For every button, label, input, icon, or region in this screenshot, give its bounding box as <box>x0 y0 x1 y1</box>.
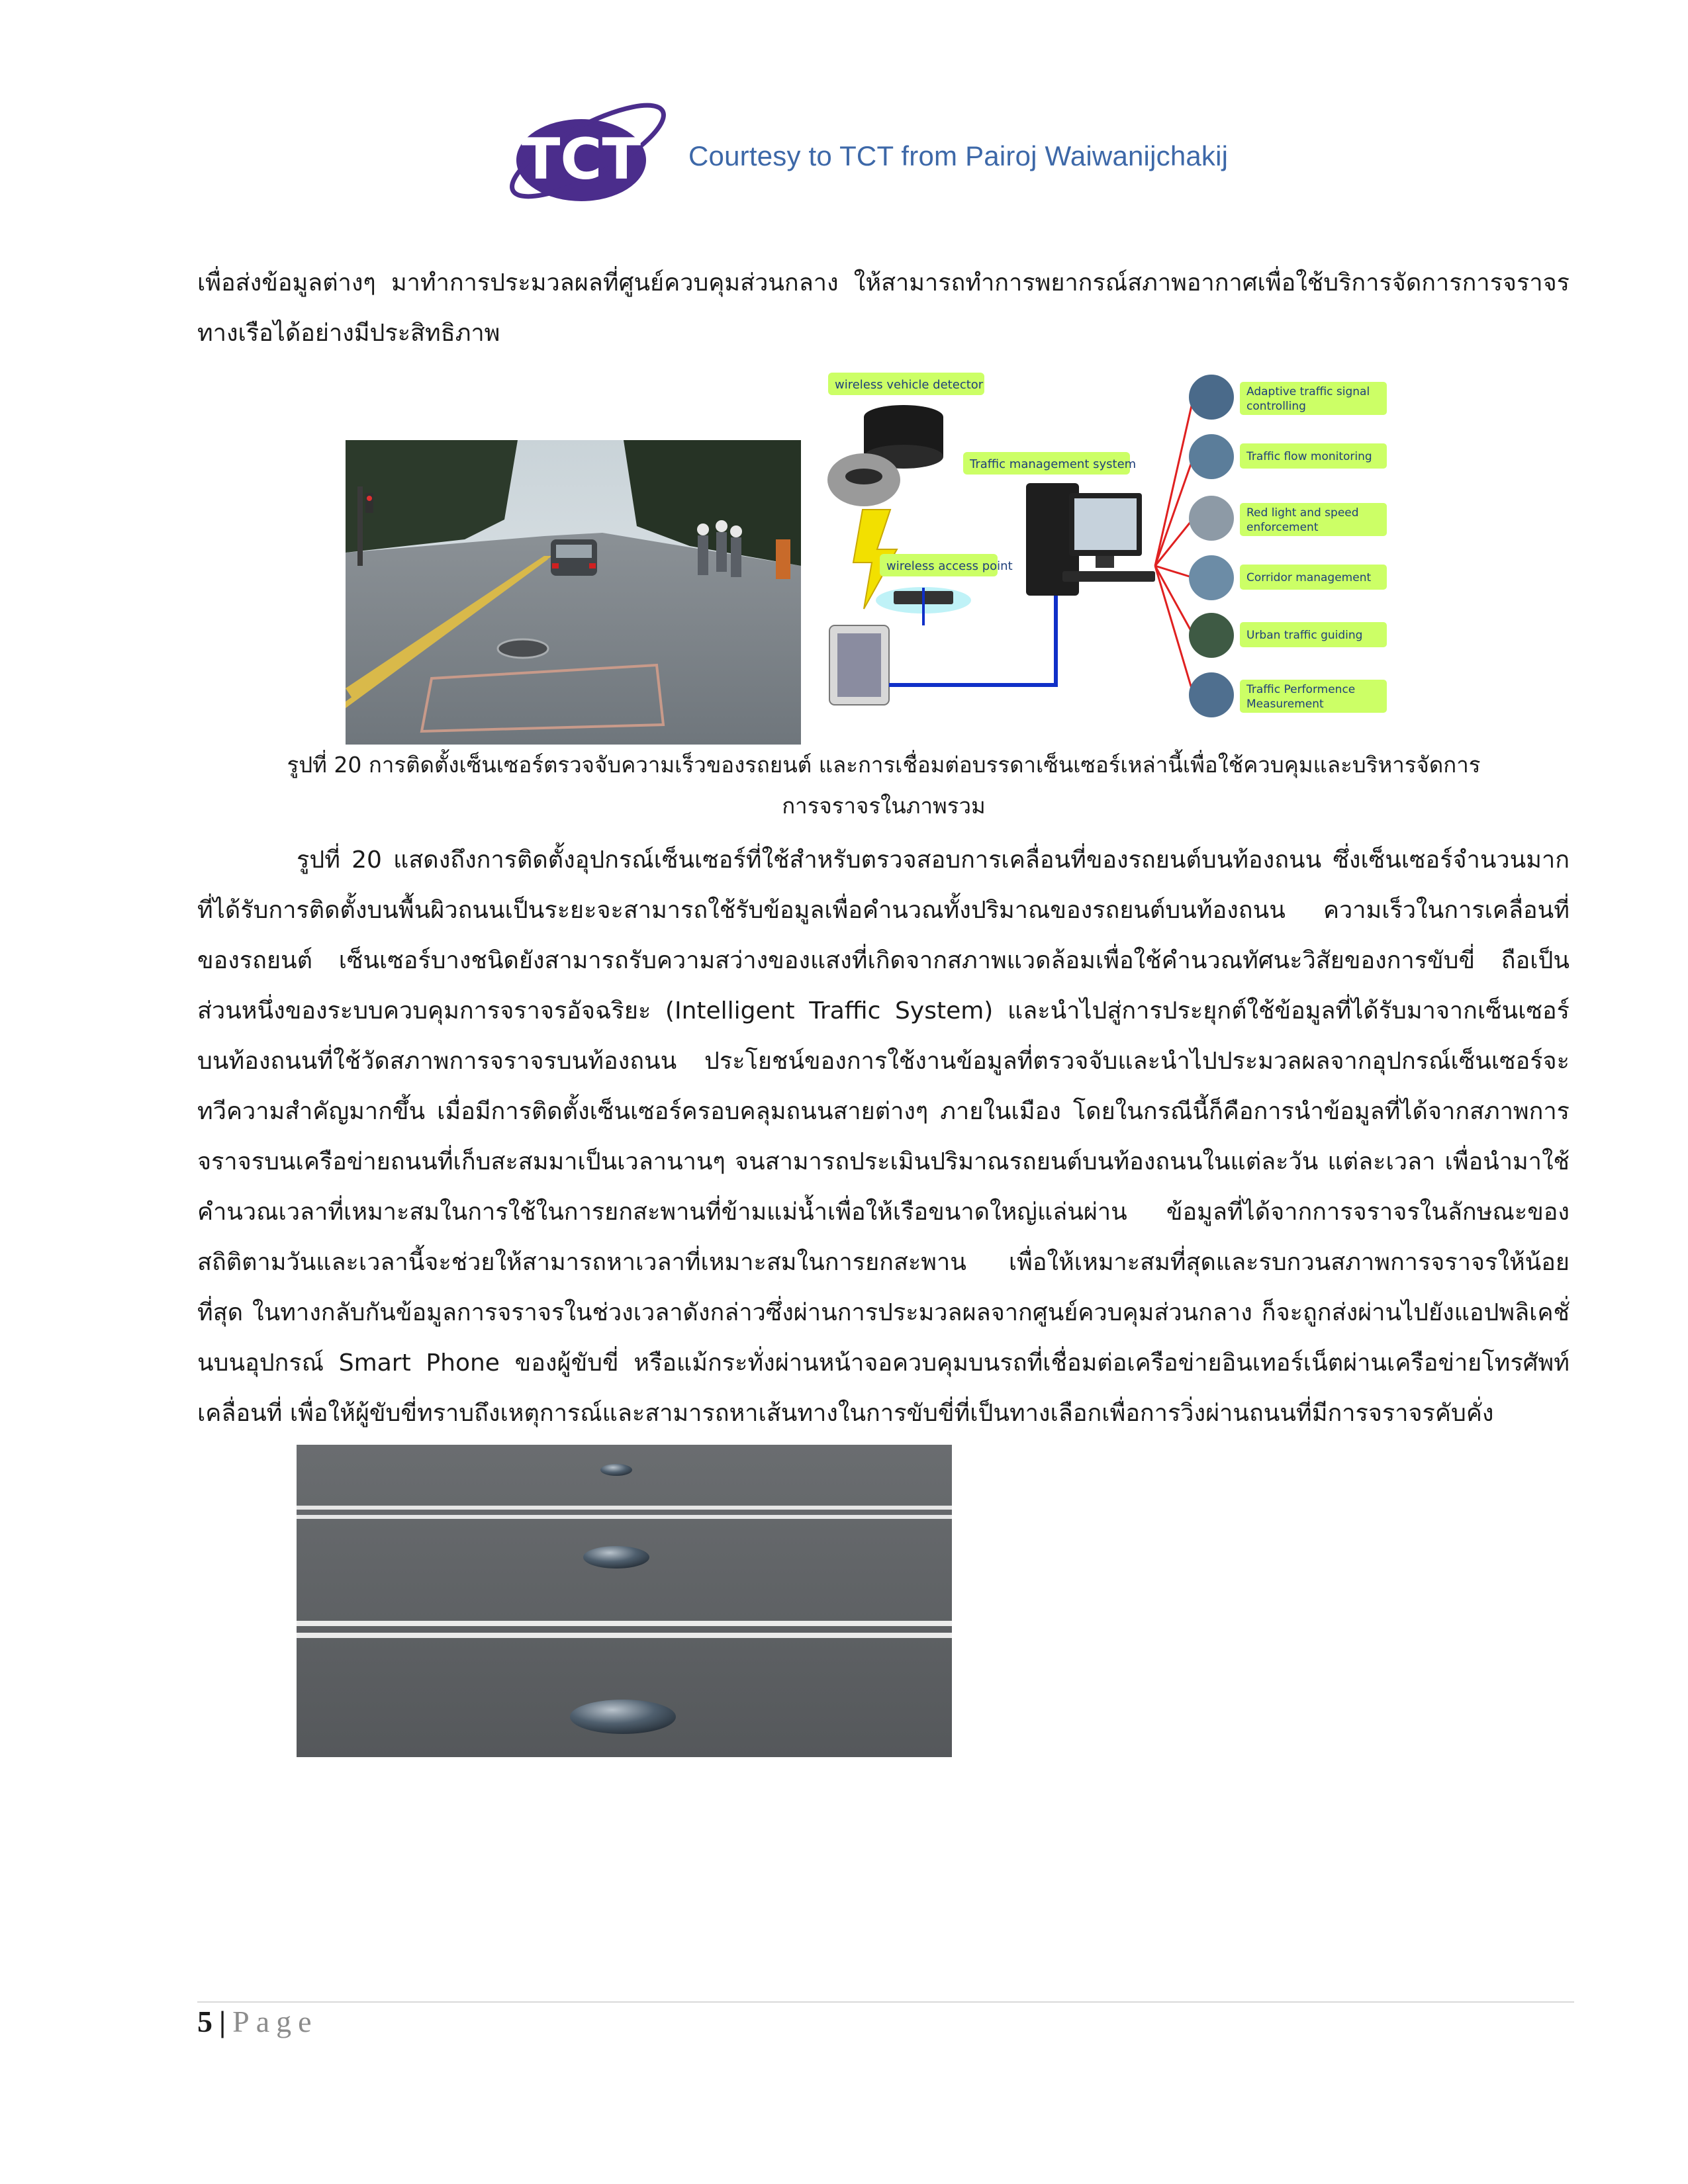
tct-logo <box>503 86 675 225</box>
app-row <box>1189 375 1387 420</box>
page-number: 5 <box>197 2005 212 2038</box>
traffic-management-diagram <box>824 367 1393 738</box>
vehicle-detector-icon <box>827 405 943 506</box>
paragraph-intro: เพื่อส่งข้อมูลต่างๆ มาทำการประมวลผลที่ศูนย์ควบคุมส่วนกลาง ให้สามารถทำการพยากรณ์สภาพอากาศเพื่อใช้บริการจัดการการจราจรทางเรือได้อย่างมีประสิทธิภาพ <box>197 269 1570 347</box>
app-row <box>1189 434 1387 479</box>
tms-label: Traffic management system <box>970 457 1137 471</box>
app-label-line2: Measurement <box>1246 698 1324 711</box>
road-sensor-photo <box>346 440 801 745</box>
app-label-line2: controlling <box>1246 400 1306 413</box>
paragraph-main: รูปที่ 20 แสดงถึงการติดตั้งอุปกรณ์เซ็นเซอร์ที่ใช้สำหรับตรวจสอบการเคลื่อนที่ของรถยนต์บนท้องถนน ซึ่งเซ็นเซอร์จำนวนมากที่ได้รับการติดตั้งบนพื้นผิวถนนเป็นระยะจะสามารถใช้รับข้อมูลเพื่อคำนวณทั้งปริมาณของรถยนต์บนท้องถนน ความเร็วในการเคลื่อนที่ของรถยนต์ เซ็นเซอร์บางชนิดยังสามารถรับความสว่างของแสงที่เกิดจากสภาพแวดล้อมเพื่อใช้คำนวณทัศนะวิสัยของการขับขี่ ถือเป็นส่วนหนึ่งของระบบควบคุมการจราจรอัจฉริยะ (Intelligent Traffic System) และนำไปสู่การประยุกต์ใช้ข้อมูลที่ได้รับมาจากเซ็นเซอร์บนท้องถนนที่ใช้วัดสภาพการจราจรบนท้องถนน ประโยชน์ของการใช้งานข้อมูลที่ตรวจจับและนำไปประมวลผลจากอุปกรณ์เซ็นเซอร์จะทวีความสำคัญมากขึ้น เมื่อมีการติดตั้งเซ็นเซอร์ครอบคลุมถนนสายต่างๆ ภายในเมือง โดยในกรณีนี้ก็คือการนำข้อมูลที่ได้จากสภาพการจราจรบนเครือข่ายถนนที่เก็บสะสมมาเป็นเวลานานๆ จนสามารถประเมินปริมาณรถยนต์บนท้องถนนในแต่ละวัน แต่ละเวลา เพื่อนำมาใช้คำนวณเวลาที่เหมาะสมในการใช้ในการยกสะพานที่ข้ามแม่น้ำเพื่อให้เรือขนาดใหญ่แล่นผ่าน ข้อมูลที่ได้จากการจราจรในลักษณะของสถิติตามวันและเวลานี้จะช่วยให้สามารถหาเวลาที่เหมาะสมในการยกสะพาน เพื่อให้เหมาะสมที่สุดและรบกวนสภาพการจราจรให้น้อยที่สุด ในทางกลับกันข้อมูลการจราจรในช่วงเวลาดังกล่าวซึ่งผ่านการประมวลผลจากศูนย์ควบคุมส่วนกลาง ก็จะถูกส่งผ่านไปยังแอปพลิเคชั่นบนอุปกรณ์ Smart Phone ของผู้ขับขี่ หรือแม้กระทั่งผ่านหน้าจอควบคุมบนรถที่เชื่อมต่อเครือข่ายอินเทอร์เน็ตผ่านเครือข่ายโทรศัพท์ เคลื่อนที่ เพื่อให้ผู้ขับขี่ทราบถึงเหตุการณ์และสามารถหาเส้นทางในการขับขี่ที่เป็นทางเลือกเพื่อการวิ่งผ่านถนนที่มีการจราจรคับคั่ง <box>197 846 1570 1427</box>
app-label: Red light and speed <box>1246 506 1359 520</box>
signal-rays <box>1155 397 1194 695</box>
footer-separator: | <box>219 2005 226 2038</box>
app-label: Traffic flow monitoring <box>1246 450 1372 463</box>
app-label: Urban traffic guiding <box>1246 629 1363 642</box>
app-row <box>1189 496 1387 541</box>
app-label: Corridor management <box>1246 571 1372 584</box>
app-label: Adaptive traffic signal <box>1246 385 1370 398</box>
app-row <box>1189 555 1387 600</box>
footer-rule <box>197 2001 1574 2003</box>
app-label-line2: enforcement <box>1246 521 1319 534</box>
computer-icon <box>1026 483 1155 596</box>
app-label: Traffic Performence <box>1246 683 1356 696</box>
page-word: Page <box>232 2005 318 2038</box>
logo-text: TCT <box>521 126 641 193</box>
road-stud-sensors-photo <box>297 1445 952 1757</box>
app-row <box>1189 672 1387 717</box>
access-point-label: wireless access point <box>886 559 1013 573</box>
courtesy-text: Courtesy to TCT from Pairoj Waiwanijchakij <box>688 140 1229 171</box>
figure-caption: รูปที่ 20 การติดตั้งเซ็นเซอร์ตรวจจับความเร็วของรถยนต์ และการเชื่อมต่อบรรดาเซ็นเซอร์เหล่านี้เพื่อใช้ควบคุมและบริหารจัดการการจราจรในภาพรวม <box>287 752 1481 819</box>
app-row <box>1189 613 1387 658</box>
page-footer <box>197 2004 318 2039</box>
detector-label: wireless vehicle detector <box>835 378 984 392</box>
